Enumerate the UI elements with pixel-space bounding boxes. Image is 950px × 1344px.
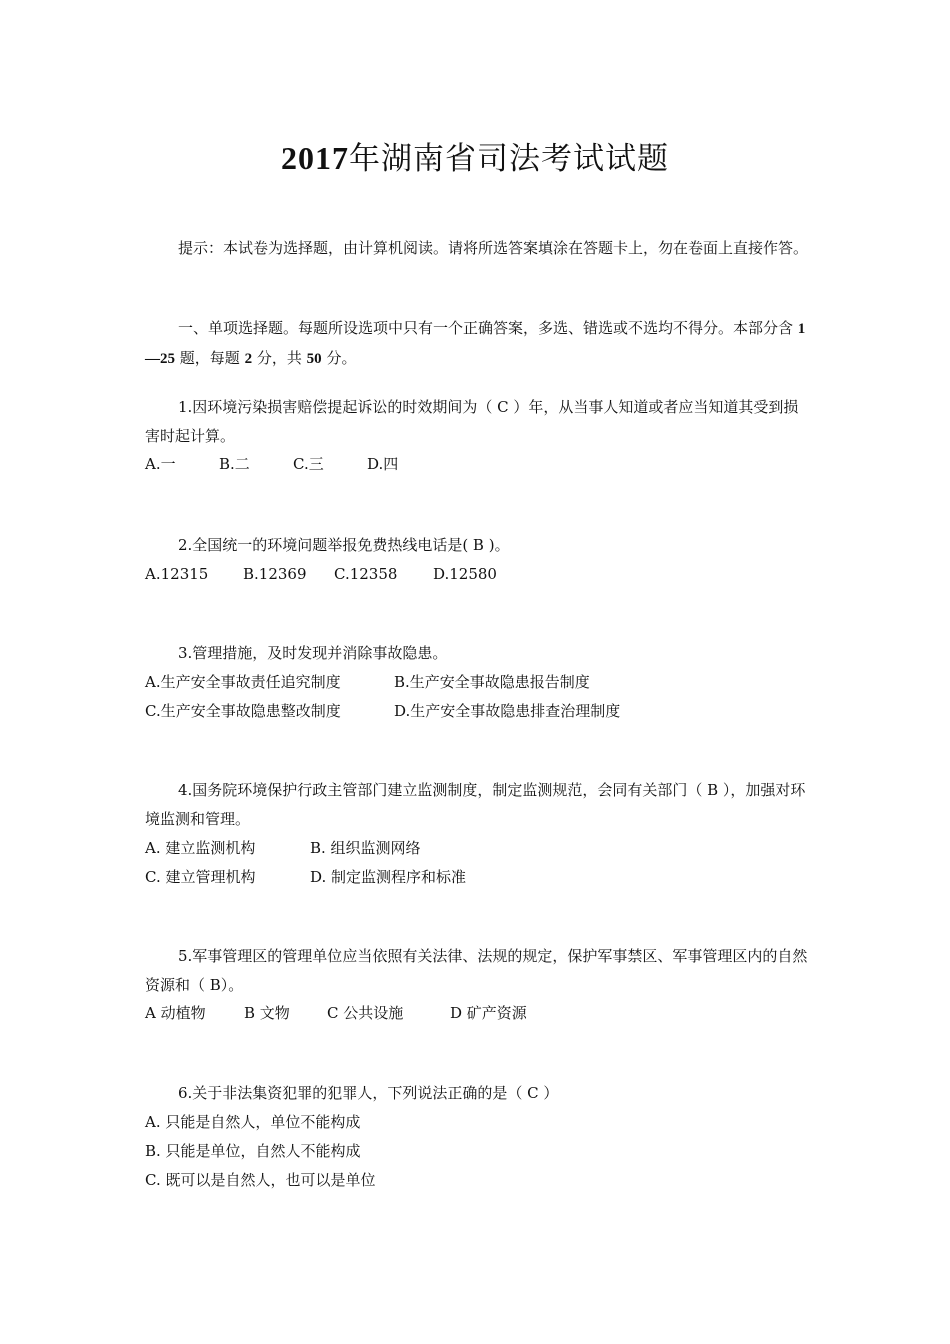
question-6-option-a: A. 只能是自然人，单位不能构成 xyxy=(145,1113,361,1131)
question-5-option-a: A 动植物 xyxy=(145,1004,206,1022)
question-4-option-d: D. 制定监测程序和标准 xyxy=(310,868,467,886)
question-6-option-b: B. 只能是单位，自然人不能构成 xyxy=(145,1142,361,1160)
question-3-options-row-2 xyxy=(145,697,620,726)
question-4-option-b: B. 组织监测网络 xyxy=(310,839,421,857)
question-2-options xyxy=(145,560,497,589)
question-3-options-row-1 xyxy=(145,668,590,697)
question-3-option-b: B.生产安全事故隐患报告制度 xyxy=(394,673,590,691)
question-1-option-d: D.四 xyxy=(367,455,399,473)
question-4-options-row-2 xyxy=(145,863,466,892)
question-1-stem: 1.因环境污染损害赔偿提起诉讼的时效期间为（ C ）年，从当事人知道或者应当知道其受到损害时起计算。 xyxy=(145,398,799,445)
question-2-option-b: B.12369 xyxy=(243,565,307,583)
question-5-option-d: D 矿产资源 xyxy=(450,1004,527,1022)
question-4-stem: 4.国务院环境保护行政主管部门建立监测制度，制定监测规范，会同有关部门（ B ），加强对环境监测和管理。 xyxy=(145,781,806,828)
page-title xyxy=(0,132,950,185)
notice-paragraph: 提示：本试卷为选择题，由计算机阅读。请将所选答案填涂在答题卡上，勿在卷面上直接作答。 xyxy=(178,239,809,257)
section-end: 分。 xyxy=(326,349,357,367)
section-mid1: 题，每题 xyxy=(179,349,240,367)
question-1-options xyxy=(145,450,398,479)
question-4-option-a: A. 建立监测机构 xyxy=(145,839,256,857)
question-2-stem: 2.全国统一的环境问题举报免费热线电话是( B )。 xyxy=(178,536,510,554)
question-2-option-c: C.12358 xyxy=(334,565,398,583)
question-4-option-c: C. 建立管理机构 xyxy=(145,868,256,886)
question-6-option-c: C. 既可以是自然人，也可以是单位 xyxy=(145,1171,376,1189)
question-3-option-c: C.生产安全事故隐患整改制度 xyxy=(145,702,341,720)
section-mid2: 分，共 xyxy=(256,349,302,367)
question-1-option-b: B.二 xyxy=(219,455,250,473)
question-2-option-a: A.12315 xyxy=(145,565,209,583)
question-2-option-d: D.12580 xyxy=(433,565,497,583)
question-5-option-b: B 文物 xyxy=(244,1004,290,1022)
question-5-option-c: C 公共设施 xyxy=(327,1004,404,1022)
section-intro: 一、单项选择题。每题所设选项中只有一个正确答案，多选、错选或不选均不得分。本部分含 xyxy=(178,319,794,337)
question-5-stem: 5.军事管理区的管理单位应当依照有关法律、法规的规定，保护军事禁区、军事管理区内的自然资源和（ B）。 xyxy=(145,947,808,994)
question-3-stem: 3.管理措施，及时发现并消除事故隐患。 xyxy=(178,644,448,662)
question-4-options-row-1 xyxy=(145,834,421,863)
section-points: 2 xyxy=(244,351,253,367)
section-range: 1—25 xyxy=(145,321,806,367)
question-1-option-a: A.一 xyxy=(145,455,176,473)
question-1-option-c: C.三 xyxy=(293,455,324,473)
question-5-options xyxy=(145,999,527,1028)
question-6-stem: 6.关于非法集资犯罪的犯罪人，下列说法正确的是（ C ） xyxy=(178,1084,559,1102)
question-3-option-a: A.生产安全事故责任追究制度 xyxy=(145,673,341,691)
section-total: 50 xyxy=(306,351,322,367)
section-instructions xyxy=(145,314,810,374)
title-year: 2017 xyxy=(281,140,349,176)
question-3-option-d: D.生产安全事故隐患排查治理制度 xyxy=(394,702,621,720)
title-text: 年湖南省司法考试试题 xyxy=(349,141,669,177)
